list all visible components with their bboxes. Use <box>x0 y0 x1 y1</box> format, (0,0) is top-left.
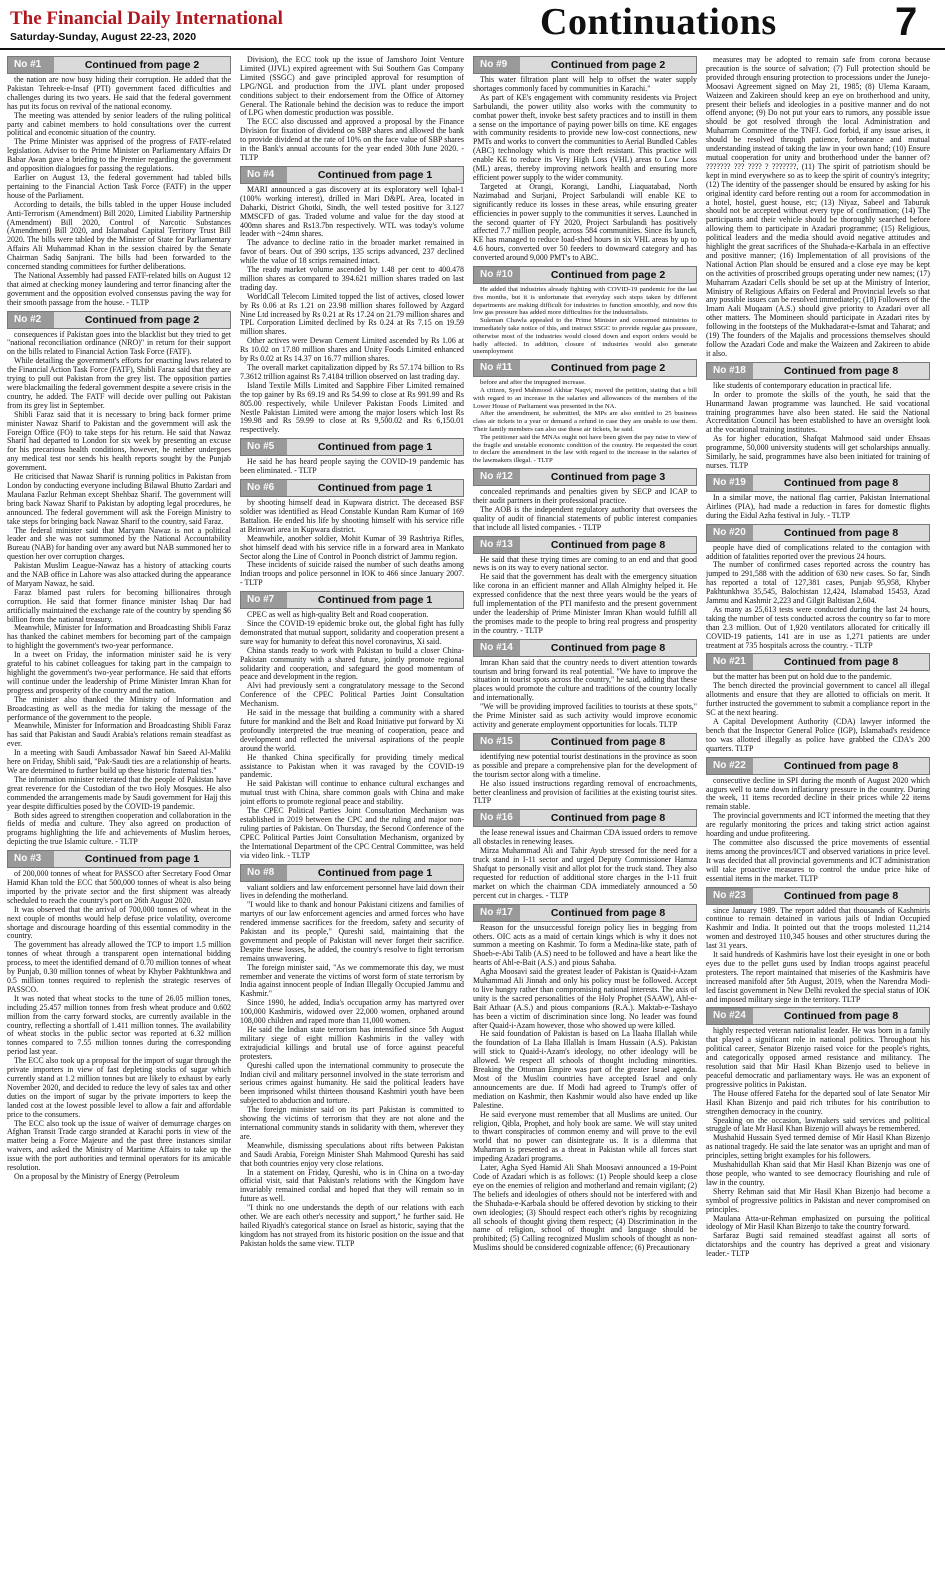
story-paragraph: Island Textile Mills Limited and Sapphire Fiber Limited remained the top gainer by Rs 69.19 and Rs 54.99 to close at Rs 991.99 and Rs 805.00 respectively, while Unilever Pakistan Foods Limited and Nestle Pakistan Limited were among the major losers which lost Rs 199.98 and Rs 59.99 to close at Rs 9,500.02 and Rs 6,150.01 respectively. <box>240 380 464 435</box>
story-paragraph: Reason for the unsuccessful foreign policy lies in begging from others. OIC acts as a maid of certain kings which is why it does not summon a meeting on Kashmir. To form a Medina-like state, path of Shoeb-e-Abi Talib (A.S) need to be followed and have a heart like the hearts of Ahl-e-Bait (A.S.) and pious Sahaba. <box>473 922 697 968</box>
story-header <box>240 166 464 184</box>
story-number: No #24 <box>707 1008 753 1024</box>
continued-label: Continued from page 1 <box>287 167 463 183</box>
story-paragraph: The bench directed the provincial government to cancel all illegal allotments and ensure that they are allotted to officials on merit. It further instructed the government to submit a compliance report in the SC at the next hearing. <box>706 681 930 718</box>
story-paragraph: He added that industries already fighting with COVID-19 pandemic for the last five months, but it is unfortunate that everyday such steps taken by different departments are making difficult for industries to function smoothly, and now this low gas pressure has added more difficulties for the industrialists. <box>473 286 697 317</box>
story-paragraph: The foreign minister said, "As we commemorate this day, we must remember and venerate the victims of worst form of state terrorism by India against innocent people of Indian Illegally Occupied Jammu and Kashmir." <box>240 962 464 999</box>
continued-label: Continued from page 8 <box>753 758 929 774</box>
story-number: No #18 <box>707 363 753 379</box>
story <box>473 359 697 465</box>
continued-label: Continued from page 8 <box>520 537 696 553</box>
story-paragraph: highly respected veteran nationalist leader. He was born in a family that played a significant role in national politics. Throughout his political career, Senator Bizenjo raised voice for the people's rights, and categorically opposed armed resistance and militancy. The resolution said that Mir Hasil Khan Bizenjo used to believe in peaceful democratic and parliamentary ways. He was an exponent of progressive politics in Pakistan. <box>706 1026 930 1089</box>
column-1 <box>7 56 231 1581</box>
story-paragraph: Targeted at Orangi, Korangi, Landhi, Liaquatabad, North Nazimabad and Surjani, Project Sarbulandi will enable KE to significantly reduce its losses in these areas, while ensuring greater efficiencies in power supply to the communities it serves. Launched in the second quarter of FY 2020, Project Sarbulandi has positively affected 7.7 million people, across 584 communities. Since its launch, KE has managed to reduce load-shed hours in six VHL areas by up to 4.6 hours, converted over 50 feeders to downward category and has converted around 9,000 PMT's to ABC. <box>473 181 697 263</box>
story-paragraph: He criticised that Nawaz Sharif is running politics in Pakistan from London by conducting everyone including Bilawal Bhutto Zardari and Maulana Fazlur Rehman except Shehbaz Sharif. The government will bring back Nawaz Sharif to Pakistan by adopting legal procedures, he announced. The federal government will ask the Foreign Ministry to take steps for bringing back Nawaz Sharif to the country, said Faraz. <box>7 472 231 526</box>
story-header <box>7 850 231 868</box>
story-paragraph: These incidents of suicide raised the number of such deaths among Indian troops and police personnel in IOK to 466 since January 2007. - TLTP <box>240 560 464 588</box>
story-paragraph: Later, Agha Syed Hamid Ali Shah Moosavi announced a 19-Point Code of Azadari which is as follows: (1) People should keep a close eye on the enemies of religion and motherland and remain vigilant; (2) The beliefs and ideologies of others should not be interfered with and the Shuhada-e-Karbala should be offered devotion by sticking to their own ideologies; (3) Should respect each other's rights by recognizing all schools of thought giving them respect; (4) Discrimination in the name of religion, school of thought and language should be prohibited; (5) Calling recognized Muslim schools of thought as non-Muslims should be considered cognizable offence; (6) Precautionary <box>473 1163 697 1253</box>
story-paragraph: Faraz blamed past rulers for becoming billionaires through corruption. He said that former finance minister Ishaq Dar had artificially maintained the exchange rate of the country by spending $6 billion from the national treasury. <box>7 587 231 624</box>
story-paragraph: The minister also thanked the Ministry of Information and Broadcasting as well as the media for taking the message of the performance of the government to the people. <box>7 694 231 722</box>
continued-label: Continued from page 8 <box>753 1008 929 1024</box>
story-header <box>473 904 697 922</box>
story-paragraph: As for higher education, Shafqat Mahmood said under Ehsaas programme, 50,000 university students will get scholarships annually. Similarly, he said, programmes have also been initiated for training of nurses. TLTP <box>706 434 930 470</box>
story-number: No #6 <box>241 480 287 496</box>
story-paragraph: The number of confirmed cases reported across the country has jumped to 291,588 with the addition of 630 new cases. So far, Sindh has reported a total of 127,381 cases, Punjab 95,958, Khyber Pakhtunkhwa 35,545, Balochistan 12,424, Islamabad 15453, Azad Jammu and Kashmir 2,223 and Gilgit Baltistan 2,604. <box>706 560 930 606</box>
column-3 <box>473 56 697 1581</box>
story-paragraph: It said hundreds of Kashmiris have lost their eyesight in one or both eyes due to the pellet guns used by Indian troops against peaceful protesters. The report maintained that miseries of the Kashmiris have increased manifold after 5th August, 2019, when the Narendra Modi-led fascist government in New Delhi revoked the special status of IOK and imposed military siege in the territory. TLTP <box>706 950 930 1004</box>
publication-date: Saturday-Sunday, August 22-23, 2020 <box>10 31 197 43</box>
story-paragraph: Agha Moosavi said the greatest leader of Pakistan is Quaid-i-Azam Muhammad Ali Jinnah and only his policy must be followed. Accept to live hungry rather than compromising national interests. The axis of unity is the sacred personalities of the Holy Prophet (SAAW), Ahl-e-Bait Athaar (A.S.) and pious companions (R.A.). Maktab-e-Tashayo has been a victim of discrimination since long. No leader was found after Quaid-i-Azam however, those who showed up were killed. <box>473 967 697 1030</box>
story-number: No #5 <box>241 439 287 455</box>
story-paragraph: people have died of complications related to the contagion with addition of fatalities reported over the previous 24 hours. <box>706 542 930 561</box>
story-header <box>473 359 697 377</box>
story-paragraph: of 200,000 tonnes of wheat for PASSCO after Secretary Food Omar Hamid Khan told the ECC that 500,000 tonnes of wheat is also being imported by the private sector and the first shipment was already scheduled to reach the country's port on 26th August 2020. <box>7 869 231 905</box>
story-number: No #17 <box>474 905 520 921</box>
story-paragraph: The ready market volume ascended by 1.48 per cent to 400.478 million shares as compared to 394.621 million shares traded on last trading day. <box>240 265 464 292</box>
continued-label: Continued from page 8 <box>753 888 929 904</box>
story-paragraph: Qureshi called upon the international community to prosecute the Indian civil and military personnel involved in the state terrorism and serious crimes against humanity. He said the political leaders have been imprisoned whilst thirteen thousand Kashmiri youth have been subjected to abduction and torture. <box>240 1060 464 1106</box>
story-paragraph: Other actives were Dewan Cement Limited ascended by Rs 1.06 at Rs 10.02 on 17.80 million shares and Unity Foods Limited enhanced by Rs 0.02 at Rs 14.37 on 16.77 million shares. <box>240 336 464 364</box>
story-header <box>706 653 930 671</box>
story-number: No #2 <box>8 312 54 328</box>
story-number: No #20 <box>707 525 753 541</box>
story-header <box>7 56 231 74</box>
story-paragraph: According to details, the bills tabled in the upper House included Anti-Terrorism (Amendment) Bill 2020, Limited Liability Partnership (Amendment) Bill 2020, Control of Narcotic Substances (Amendment) Bill 2020, and Islamabad Capital Territory Trust Bill 2020. The bills were tabled by the Minister of State for Parliamentary Affairs Ali Muhammad Khan in the session chaired by the Senate Chairman Sadiq Sanjrani. The bills had been forwarded to the concerned standing committees for further deliberations. <box>7 199 231 272</box>
story-paragraph: Division), the ECC took up the issue of Jamshoro Joint Venture Limited (JJVL) expired agreement with Sui Southern Gas Company Limited (SSGC) and gave principled approval for resumption of LPG/NGL and production from the JJVL plant under proposed conditions subject to their endorsement from the Office of Attorney General. The Rationale behind the decision was to reduce the import of LPG when domestic production was possible. <box>240 56 464 118</box>
story-paragraph: Meanwhile, Minister for Information and Broadcasting Shibli Faraz has thanked the cabinet members for becoming part of the campaign to highlight the government's two-year performance. <box>7 623 231 651</box>
story <box>706 362 930 471</box>
continued-label: Continued from page 1 <box>287 480 463 496</box>
story <box>7 850 231 1182</box>
column-4 <box>706 56 930 1581</box>
story-paragraph: Shibli Faraz said that it is necessary to bring back former prime minister Nawaz Sharif to Pakistan and the government will ask the Foreign Office (FO) to take steps for his return. He said that Nawaz Sharif had departed to London for six week by presenting an excuse for his precarious health conditions, however, he neither undergoes any medical test nor sends his health reports sought by the Punjab government. <box>7 409 231 473</box>
story <box>706 524 930 651</box>
story-header <box>240 438 464 456</box>
story-paragraph: He said foundation of Pakistan is based on La Ilaaha Illallah while the foundation of La Ilaha Illallah is Imam Hussain (A.S). Pakistan will stick to Quaid-i-Azam's ideology, no other ideology will be allowed. We respect all schools of thought including minorities. Breaking the Ottoman Empire was part of the greater Israel agenda. Most of the Muslim countries have accepted Israel and only announcements are due. If Modi had agreed to Trump's offer of mediation on Kashmir, then Kashmir would also have ended up like Palestine. <box>473 1029 697 1110</box>
story-header <box>7 311 231 329</box>
story-paragraph: but the matter has been put on hold due to the pandemic. <box>713 672 892 682</box>
story-paragraph: The ECC also took up the issue of waiver of demurrage charges on Afghan Transit Trade cargo stranded at Karachi ports in view of the matter being a Force Majeure and the past three instances similar waivers, and asked the Ministry of Maritime Affairs to take up the issue with the port authorities and terminal operators for its amicable resolution. <box>7 1118 231 1173</box>
story <box>473 536 697 636</box>
story-paragraph: He thanked China specifically for providing timely medical assistance to Pakistan when it was ravaged by the COVID-19 pandemic. <box>240 752 464 780</box>
continued-label: Continued from page 2 <box>520 360 696 376</box>
story-paragraph: In a statement on Friday, Qureshi, who is in China on a two-day official visit, said that Pakistan's relations with the Kingdom have invariably remained cordial and hoped that they will remain so in future as well. <box>240 1167 464 1204</box>
story-paragraph: Speaking on the occasion, lawmakers said services and political struggle of late Mr Hasil Khan Bizenjo will always be remembered. <box>706 1115 930 1134</box>
story-paragraph: Meanwhile, another soldier, Mohit Kumar of 39 Rashtriya Rifles, shot himself dead with his service rifle in a forward area in Mankato Sector along the Line of Control in Poonch district of Jammu region. <box>240 533 464 561</box>
story-number: No #11 <box>474 360 520 376</box>
story-header <box>473 733 697 751</box>
story <box>706 474 930 521</box>
story-number: No #4 <box>241 167 287 183</box>
story <box>706 653 930 753</box>
story-paragraph: "I think no one understands the depth of our relations with each other. We are each other's necessity and support," he further said. He hailed Riyadh's categorical stance on Israel as historic, saying that the kingdom has not strayed from its historic position on the issue and that Pakistan holds the same view. TLTP <box>240 1203 464 1248</box>
continued-label: Continued from page 8 <box>753 525 929 541</box>
continued-label: Continued from page 8 <box>520 810 696 826</box>
page-number: 7 <box>895 0 918 44</box>
story-paragraph: Meanwhile, dismissing speculations about rifts between Pakistan and Saudi Arabia, Foreign Minister Shah Mahmood Qureshi has said that both countries enjoy very close relations. <box>240 1140 464 1168</box>
publication-title: The Financial Daily International <box>10 8 283 29</box>
story-paragraph: MARI announced a gas discovery at its exploratory well Iqbal-1 (100% working interest), drilled in Mari D&PL Area, located in Daharki, District Ghotki, Sindh, the well tested positive for 3.127 MMSCFD of gas. Traded volume and value for the day stood at 400mn shares and Rs13.7bn respectively. WTL was today's volume leader with ~24mn shares. <box>240 184 464 239</box>
story-paragraph: concealed reprimands and penalties given by SECP and ICAP to their audit partners in their professional practice. <box>473 486 697 505</box>
continued-label: Continued from page 2 <box>54 312 230 328</box>
story-header <box>473 468 697 486</box>
story-paragraph: The CPEC Political Parties Joint Consultation Mechanism was established in 2019 between the CPC and the ruling and major non-ruling parties of Pakistan. On Thursday, the Second Conference of the CPEC Political Parties Joint Consultation Mechanism, organized by the International Department of the CPC Central Committee, was held via video link. - TLTP <box>240 806 464 860</box>
story-paragraph: identifying new potential tourist destinations in the province as soon as possible and prepare a comprehensive plan for the development of the tourism sector along with a timeline. <box>473 751 697 779</box>
continued-label: Continued from page 1 <box>287 865 463 881</box>
story-paragraph: "I would like to thank and honour Pakistani citizens and families of martyrs of our law enforcement agencies and armed forces who have rendered immense sacrifices for the freedom, safety and security of Pakistan and its people," Qureshi said, maintaining that the government and people of Pakistan will never forget their sacrifice. Despite these losses, he added, the country's resolve to fight terrorism remains unwavering. <box>240 900 464 963</box>
story <box>706 757 930 884</box>
story-paragraph: Sarfaraz Bugti said remained steadfast against all sorts of dictatorships and the country has deprived a great and visionary leader.- TLTP <box>706 1231 930 1259</box>
story-paragraph: The National Assembly had passed FATF-related bills on August 12 that aimed at checking money laundering and terror financing after the government and the opposition evolved consensus paving the way for their smooth passage from the house. - TLTP <box>7 270 231 307</box>
story-paragraph: the lease renewal issues and Chairman CDA issued orders to remove all obstacles in renewing leases. <box>473 828 697 847</box>
story-paragraph: The House offered Fateha for the departed soul of late Senator Mir Hasil Khan Bizenjo and paid rich tributes for his contribution to strengthen democracy in the country. <box>706 1088 930 1116</box>
story-paragraph: consecutive decline in SPI during the month of August 2020 which augurs well to tame down inflationary pressure in the country. During the week, 11 items recorded decline in their prices while 22 items remain stable. <box>706 775 930 812</box>
story-paragraph: He said everyone must remember that all Muslims are united. Our religion, Qibla, Prophet, and holy book are same. We will stay united to thwart conspiracies of common enemy and will prove to the evil world that no power can disintegrate us. It is a dilemma that Muharram is presented as a threat in Pakistan while all forces start impeding Azadari programs. <box>473 1109 697 1164</box>
story-paragraph: Mushahid Hussain Syed termed demise of Mir Hasil Khan Bizenjo as national tragedy. He said the late senator was an upright and man of principles, setting bright examples for his followers. <box>706 1133 930 1161</box>
story <box>473 733 697 806</box>
story-paragraph: before and after the impugned increase. <box>480 379 586 387</box>
story <box>240 56 464 163</box>
story-paragraph: Since 1990, he added, India's occupation army has martyred over 100,000 Kashmiris, widowed over 22,000 women, orphaned around 108,000 children and raped more than 11,000 women. <box>240 998 464 1026</box>
story <box>240 438 464 476</box>
story-header <box>473 536 697 554</box>
story-paragraph: China stands ready to work with Pakistan to build a closer China-Pakistan community with a shared future, jointly promote regional solidarity and cooperation, and safeguard the good momentum of peace and development in the region. <box>240 645 464 682</box>
story-paragraph: Meanwhile, Minister for Information and Broadcasting Shibli Faraz has said that Pakistan and Saudi Arabia's relations remain steadfast as ever. <box>7 721 231 749</box>
story-paragraph: The ECC also took up a proposal for the import of sugar through the private importers in view of fast depleting stocks of sugar which currently stand at 1.2 million tonnes but are likely to exhaust by early November 2020, and decided to reduce the levy of sales tax and other duties on the import of sugar by the private importers to keep the landed cost at the lowest possible level to allow a fair and affordable price to the consumers. <box>7 1056 231 1119</box>
story-paragraph: In order to promote the skills of the youth, he said that the Hunarmand Jawan programme was launched. He said vocational training programmes have also been stated. He said the National Accreditation Council has been established to have an oversight look at the vocational training institutes. <box>706 389 930 435</box>
story-paragraph: Mushahidullah Khan said that Mir Hasil Khan Bizenjo was one of those people, who wanted to see democracy flourishing and rule of law in the country. <box>706 1160 930 1187</box>
story <box>7 56 231 308</box>
story-paragraph: In a similar move, the national flag carrier, Pakistan International Airlines (PIA), had made a reduction in fares for domestic flights during the Eidul Azha festival in July. - TLTP <box>706 492 930 520</box>
story <box>240 166 464 435</box>
continued-label: Continued from page 2 <box>54 57 230 73</box>
story-paragraph: He said Pakistan will continue to enhance cultural exchanges and mutual trust with China, share common goals with China and make joint efforts to promote regional peace and stability. <box>240 779 464 807</box>
story <box>473 468 697 533</box>
story-paragraph: It was observed that the arrival of 700,000 tonnes of wheat in the next couple of months would help defuse price volatility, overcome shortage and discourage hoarding of this essential commodity in the country. <box>7 904 231 941</box>
story-paragraph: A citizen, Syed Mahmood Akhtar Naqvi, moved the petition, stating that a bill with regard to an increase in the salaries and allowances of the members of the Lower House of Parliament was presented in the NA. <box>473 387 697 410</box>
story-paragraph: The meeting was attended by senior leaders of the ruling political party and cabinet members to hold consultations over the current political and economic situation of the country. <box>7 110 231 138</box>
story-paragraph: The foreign minister said on its part Pakistan is committed to showing the victims of terrorism that they are not alone and the international community stands in solidarity with them, wherever they are. <box>240 1105 464 1141</box>
story <box>473 56 697 263</box>
story-number: No #10 <box>474 267 520 283</box>
story-paragraph: like students of contemporary education in practical life. <box>713 380 892 390</box>
story-paragraph: CPEC as well as high-quality Belt and Road cooperation. <box>247 610 429 620</box>
story-header <box>706 524 930 542</box>
continued-label: Continued from page 8 <box>520 640 696 656</box>
story-number: No #23 <box>707 888 753 904</box>
story-paragraph: It was noted that wheat stocks to the tune of 26.05 million tones, including 25.457 million tonnes from fresh wheat produce and 0.602 million from the carry forward stocks, are currently available in the country, reflecting a shortfall of 1.411 million tonnes. The availability of wheat stocks in the public sector was reported at 6.32 million tonnes compared to 7.55 million tonnes during the corresponding period last year. <box>7 993 231 1057</box>
story-paragraph: consequences if Pakistan goes into the blacklist but they tried to get "national reconciliation ordinance (NRO)" in return for their support on the bills related to Financial Action Task Force (FATF). <box>7 329 231 357</box>
story-paragraph: He said in the message that building a community with a shared future for mankind and the Belt and Road Initiative put forward by Xi profoundly interpreted the true meaning of cooperation, peace and development and reflected the universal aspirations of the people around the world. <box>240 708 464 753</box>
story-paragraph: The overall market capitalization dipped by Rs 57.174 billion to Rs 7.3612 trillion against Rs 7.4184 trillion observed on last trading day. <box>240 363 464 381</box>
continued-label: Continued from page 8 <box>753 475 929 491</box>
story-number: No #9 <box>474 57 520 73</box>
continued-label: Continued from page 8 <box>520 734 696 750</box>
story-header <box>706 887 930 905</box>
story-header <box>240 479 464 497</box>
story-header <box>240 591 464 609</box>
story-paragraph: A Capital Development Authority (CDA) lawyer informed the bench that the Inspector General Police (IGP), Islamabad's residence too was allotted illegally as police have grabbed the CDA's 200 quarters. TLTP <box>706 717 930 753</box>
continued-label: Continued from page 3 <box>520 469 696 485</box>
story-paragraph: He said the Indian state terrorism has intensified since 5th August military siege of eight million Kashmiris in the valley with extrajudicial killings and brutal use of force against peaceful protesters. <box>240 1025 464 1061</box>
story-paragraph: The provincial governments and ICT informed the meeting that they are regularly monitoring the prices and taking strict action against hoarding and undue profiteering. <box>706 811 930 839</box>
continued-label: Continued from page 1 <box>54 851 230 867</box>
column-2 <box>240 56 464 1581</box>
story-paragraph: The petitioner said the MNAs ought not have been given the pay raise in view of the fragile and unstable economic condition of the country. He requested the court to declare the amendment in the law with regard to the increase in the salaries of the lawmakers illegal. - TLTP <box>473 433 697 465</box>
story-paragraph: As many as 25,613 tests were conducted during the last 24 hours, taking the number of tests conducted across the country so far to more than 2.3 million. Out of 1,920 ventilators allocated for critically ill COVID-19 patients, 141 are in use as 1,271 patients are under treatment at 735 hospitals across the country. - TLTP <box>706 604 930 650</box>
story-number: No #3 <box>8 851 54 867</box>
story-paragraph: He said that the government has dealt with the emergency situation like corona in an efficient manner and Allah Almighty helped it. He expressed confidence that the next three years would be the years of full implementation of the PTI manifesto and the present government under the leadership of Prime Minister Imran Khan would fulfill all the promises made to the people to bring real progress and prosperity in the country. - TLTP <box>473 572 697 635</box>
continued-label: Continued from page 8 <box>520 905 696 921</box>
continued-label: Continued from page 8 <box>753 654 929 670</box>
story <box>706 887 930 1005</box>
continued-label: Continued from page 2 <box>520 267 696 283</box>
story-paragraph: In a tweet on Friday, the information minister said he is very grateful to his cabinet colleagues for taking part in the campaign to highlight the government's two-year performance. He said that efforts will continue under the leadership of Prime Minister Imran Khan for progress and prosperity of the country and the nation. <box>7 650 231 695</box>
story-header <box>473 56 697 74</box>
story-paragraph: Sherry Rehman said that Mir Hasil Khan Bizenjo had become a symbol of progressive politics in Pakistan and never compromised on principles. <box>706 1186 930 1214</box>
story-paragraph: He also issued instructions regarding removal of encroachments, better cleanliness and provision of facilities at the existing tourist sites. TLTP <box>473 778 697 806</box>
story <box>240 479 464 588</box>
story-number: No #14 <box>474 640 520 656</box>
story-number: No #21 <box>707 654 753 670</box>
story-number: No #1 <box>8 57 54 73</box>
story <box>473 639 697 730</box>
story-paragraph: Earlier on August 13, the federal government had tabled bills pertaining to the Financial Action Task Force (FATF) in the upper house of the Parliament. <box>7 172 231 200</box>
story <box>240 591 464 860</box>
story-paragraph: by shooting himself dead in Kupwara district. The deceased BSF soldier was identified as Head Constable Kundan Ram Kumar of 169 Battalion. He ended his life by shooting himself with his service rifle at Brinwari area in Kupwara district. <box>240 498 464 534</box>
continued-label: Continued from page 2 <box>520 57 696 73</box>
continued-label: Continued from page 8 <box>753 363 929 379</box>
story-paragraph: Mirza Muhammad Ali and Tahir Ayub stressed for the need for a truck stand in I-11 sector and urged Deputy Commissioner Hamza Shafqat to personally visit and allot plot for the truck stand. They also requested for reduction of additional store charges in the I-11 fruit market on which the chairman CDA immediately announced a 50 percent cut in charges. - TLTP <box>473 846 697 900</box>
story-header <box>473 809 697 827</box>
story-number: No #13 <box>474 537 520 553</box>
story-number: No #8 <box>241 865 287 881</box>
story-paragraph: As part of KE's engagement with community residents via Project Sarbulandi, the power utility also works with the community to combat power theft, invoke best safety practices and to instill in them a sense on the importance of paying power bills on time. KE engages with community residents to provide new low-cost connections, new PMTs and works to convert the communities to Aerial Bundled Cables (ABC) technology which is more theft resistant. This practice will enable KE to reduce its Very High Loss (VHL) areas to Low Loss (ML) areas, thereby improving network health and ensuring more efficient power supply to the wider community. <box>473 92 697 182</box>
story-number: No #12 <box>474 469 520 485</box>
story-number: No #7 <box>241 592 287 608</box>
story-paragraph: the nation are now busy hiding their corruption. He added that the Pakistan Tehreek-e-Insaf (PTI) government faced difficulties and challenges during its two years. He said that the federal government has put its focus on revival of the national economy. <box>7 75 231 111</box>
story-paragraph: He said he has heard people saying the COVID-19 pandemic has been eliminated. - TLTP <box>240 457 464 476</box>
story <box>473 266 697 356</box>
story-paragraph: Imran Khan said that the country needs to divert attention towards tourism and bring forward its real potential. "We have to improve the situation in tourist spots across the country," he said, adding that these places would promote the culture and traditions of the country locally and internationally. <box>473 657 697 703</box>
story-paragraph: The information minister reiterated that the people of Pakistan have great reverence for the Custodian of the two Holy Mosques. He also commended the arrangements made by Saudi government for Hajj this year despite difficulties posed by the COVID-19 pandemic. <box>7 774 231 811</box>
story-paragraph: While detailing the government's efforts for enacting laws related to the Financial Action Task Force (FATF), Shibli Faraz said that they are trying to pull out Pakistan from the grey list. The opposition parties were blackmailing the federal government despite a severe crisis in the country, he added. The FATF will decide over pulling out Pakistan from its grey list in September. <box>7 356 231 410</box>
story-header <box>473 639 697 657</box>
story-paragraph: Both sides agreed to strengthen cooperation and collaboration in the fields of media and culture. They also agreed on production of programs highlighting the life and achievements of Muslim heroes, depicting the true Islamic culture. - TLTP <box>7 810 231 847</box>
story-paragraph: Maulana Atta-ur-Rehman emphasized on pursuing the political ideology of Mir Hasil Khan Bizenjo to take the country forward. <box>706 1213 930 1232</box>
story-paragraph: The AOB is the independent regulatory authority that oversees the quality of audit of financial statements of public interest companies that include all listed companies. - TLTP <box>473 504 697 532</box>
story-header <box>706 1007 930 1025</box>
story-header <box>706 757 930 775</box>
story-paragraph: Since the COVID-19 epidemic broke out, the global fight has fully demonstrated that mutual support, solidarity and cooperation present a sure way for humanity to defeat this novel coronavirus, Xi said. <box>240 619 464 646</box>
story <box>240 864 464 1249</box>
story-header <box>706 362 930 380</box>
section-title: Continuations <box>540 1 777 43</box>
story-paragraph: Alvi had previously sent a congratulatory message to the Second Conference of the CPEC Political Parties Joint Consultation Mechanism. <box>240 681 464 709</box>
story-number: No #19 <box>707 475 753 491</box>
story-header <box>240 864 464 882</box>
story-paragraph: Suleman Chawla appealed to the Prime Minister and concerned ministries to immediately take notice of this, and instruct SSGC to provide regular gas pressure, otherwise most of the industries would closed down and export orders would be badly affected. In addition, closure of industries would also generate unemployment <box>473 317 697 356</box>
story <box>706 56 930 359</box>
story-paragraph: On a proposal by the Ministry of Energy (Petroleum <box>14 1171 180 1181</box>
story <box>706 1007 930 1259</box>
story-paragraph: He said that these trying times are coming to an end and that good news is on its way to every national sector. <box>473 554 697 573</box>
masthead <box>0 0 945 50</box>
story-paragraph: Pakistan Muslim League-Nawaz has a history of attacking courts and the NAB office in Lahore was also attacked during the appearance of Maryam Nawaz, he said. <box>7 561 231 588</box>
story-header <box>706 474 930 492</box>
story-paragraph: The federal minister said that Maryam Nawaz is not a political leader and she was not summoned by the National Accountability Bureau (NAB) for handing over any award but NAB summoned her to question her over corruption charges. <box>7 525 231 562</box>
story-paragraph: valiant soldiers and law enforcement personnel have laid down their lives in defending the motherland. <box>240 882 464 901</box>
story-paragraph: The advance to decline ratio in the broader market remained in favor of bears. Out of 390 scrips, 135 scrips advanced, 237 declined while the value of 18 scrips remained intact. <box>240 238 464 266</box>
story-paragraph: The Prime Minister was apprised of the progress of FATF-related legislation. Adviser to the Prime Minister on Parliamentary Affairs Dr Babar Awan gave a briefing to the Premier regarding the government and opposition dialogues for passing the regulations. <box>7 137 231 174</box>
story <box>473 904 697 1254</box>
story-paragraph: since January 1989. The report added that thousands of Kashmiris continue to remain detained in various jails of Indian Occupied Kashmir and India. It pointed out that the troops molested 11,214 women and destroyed 110,345 houses and other structures during the last 31 years. <box>706 905 930 951</box>
story-number: No #22 <box>707 758 753 774</box>
story <box>7 311 231 848</box>
story-paragraph: The committee also discussed the price movements of essential items among the provinces/ICT and observed variations in price level. It was decided that all provincial governments and ICT administration will take proactive measures to control the undue price hike of essential items in the market. TLTP <box>706 837 930 883</box>
story-number: No #15 <box>474 734 520 750</box>
story <box>473 809 697 900</box>
story-paragraph: measures may be adopted to remain safe from corona because precaution is the source of salvation; (7) Full protection should be provided through ensuring protection to processions under the Junejo-Moosavi Agreement signed on May 21, 1985; (8) Ulema Karaam, Waizeen and Zakireen should keep an eye on brotherhood and unity, present their beliefs and ideologies in a positive manner and do not offend anyone; (9) Do not put your ears to rumors, any possible issue should be got resolved through the local Administration and Muharram Committee of the TNFJ. God forbid, if any issue arises, it should be resolved through patience, forbearance and mutual understanding instead of taking the law in your own hand; (10) Ensure mutual cooperation for unity and brotherhood under the banner of? ??????? ??? ???? ? ???????, (11) The spirit of patriotism should be kept in mind everywhere so as to keep the spirit of country's integrity; (12) The identity of the passenger should be ensured by asking for his original identity card before renting out a room for accommodation in a hotel, hostel, guest house, etc; (13) Niyaz, Sabeel and Taburuk should not be accepted without every type of confirmation; (14) The participants and their vehicle should be thoroughly searched before allowing them to participate in Azadari programme; (15) Religious, political leaders and the media should avoid negative attitudes and highlight the great sacrifices of the Shuhada-e-Karbala in an effective and positive manner; (16) Implementation of all provisions of the National Action Plan should be ensured and a close eye may be kept on the activities of proscribed groups operating under new names; (17) Muharram Azadari Cells should be set up at the Ministry of Interior, Ministry of Religious Affairs on Federal and Provincial levels so that any possible issues can be resolved immediately; (18) Followers of the Imam Aali Muqaam (A.S.) should give priority to Azadari over all other matters. The Momineen should participate in Azadari rites by following in the footsteps of the Mukhadarat-e-Ismat and Taharat; and (19) The founders of the Majalis and processions themselves should follow the Azadari Code and make the Waizeen and Zakireen to abide it also. <box>706 56 930 358</box>
story-paragraph: WorldCall Telecom Limited topped the list of actives, closed lower by Rs 0.06 at Rs 1.21 on 23.98 million shares followed by Azgard Nine Ltd increased by Rs 0.21 at Rs 17.24 on 21.79 million shares and TPL Corporation Limited declined by Rs 0.24 at Rs 7.15 on 19.59 million shares. <box>240 291 464 337</box>
story-paragraph: After the amendment, he submitted, the MPs are also entitled to 25 business class air tickets in a year or demand a refund in case they are unable to use them. Their family members can also use these air tickets, he said. <box>473 410 697 433</box>
story-paragraph: The government has already allowed the TCP to import 1.5 million tonnes of wheat through a transparent open international bidding process, to meet the identified demand of 0.70 million tonnes of wheat by Punjab, 0.30 million tonnes of wheat by Khyber Pakhtunkhwa and 0.5 million tonnes required to replenish the strategic reserves of PASSCO. <box>7 940 231 994</box>
story-header <box>473 266 697 284</box>
continued-label: Continued from page 1 <box>287 439 463 455</box>
continued-label: Continued from page 1 <box>287 592 463 608</box>
story-paragraph: "We will be providing improved facilities to tourists at these spots," the Prime Minister said as such activity would improve economic activity and generate employment opportunities for locals. TLTP <box>473 702 697 729</box>
story-number: No #16 <box>474 810 520 826</box>
story-paragraph: The ECC also discussed and approved a proposal by the Finance Division for fixation of dividend on SBP shares and allowed the bank to provide dividend at the rate of 10% on the face value of SBP shares in the Bank's annual accounts for the year ended 30th June 2020. - TLTP <box>240 117 464 162</box>
story-paragraph: In a meeting with Saudi Ambassador Nawaf bin Saeed Al-Maliki here on Friday, Shibli said, "Pak-Saudi ties are a relationship of hearts. We are determined to further build up these historic fraternal ties." <box>7 748 231 775</box>
story-paragraph: This water filtration plant will help to offset the water supply shortages commonly faced by communities in Karachi." <box>473 75 697 93</box>
